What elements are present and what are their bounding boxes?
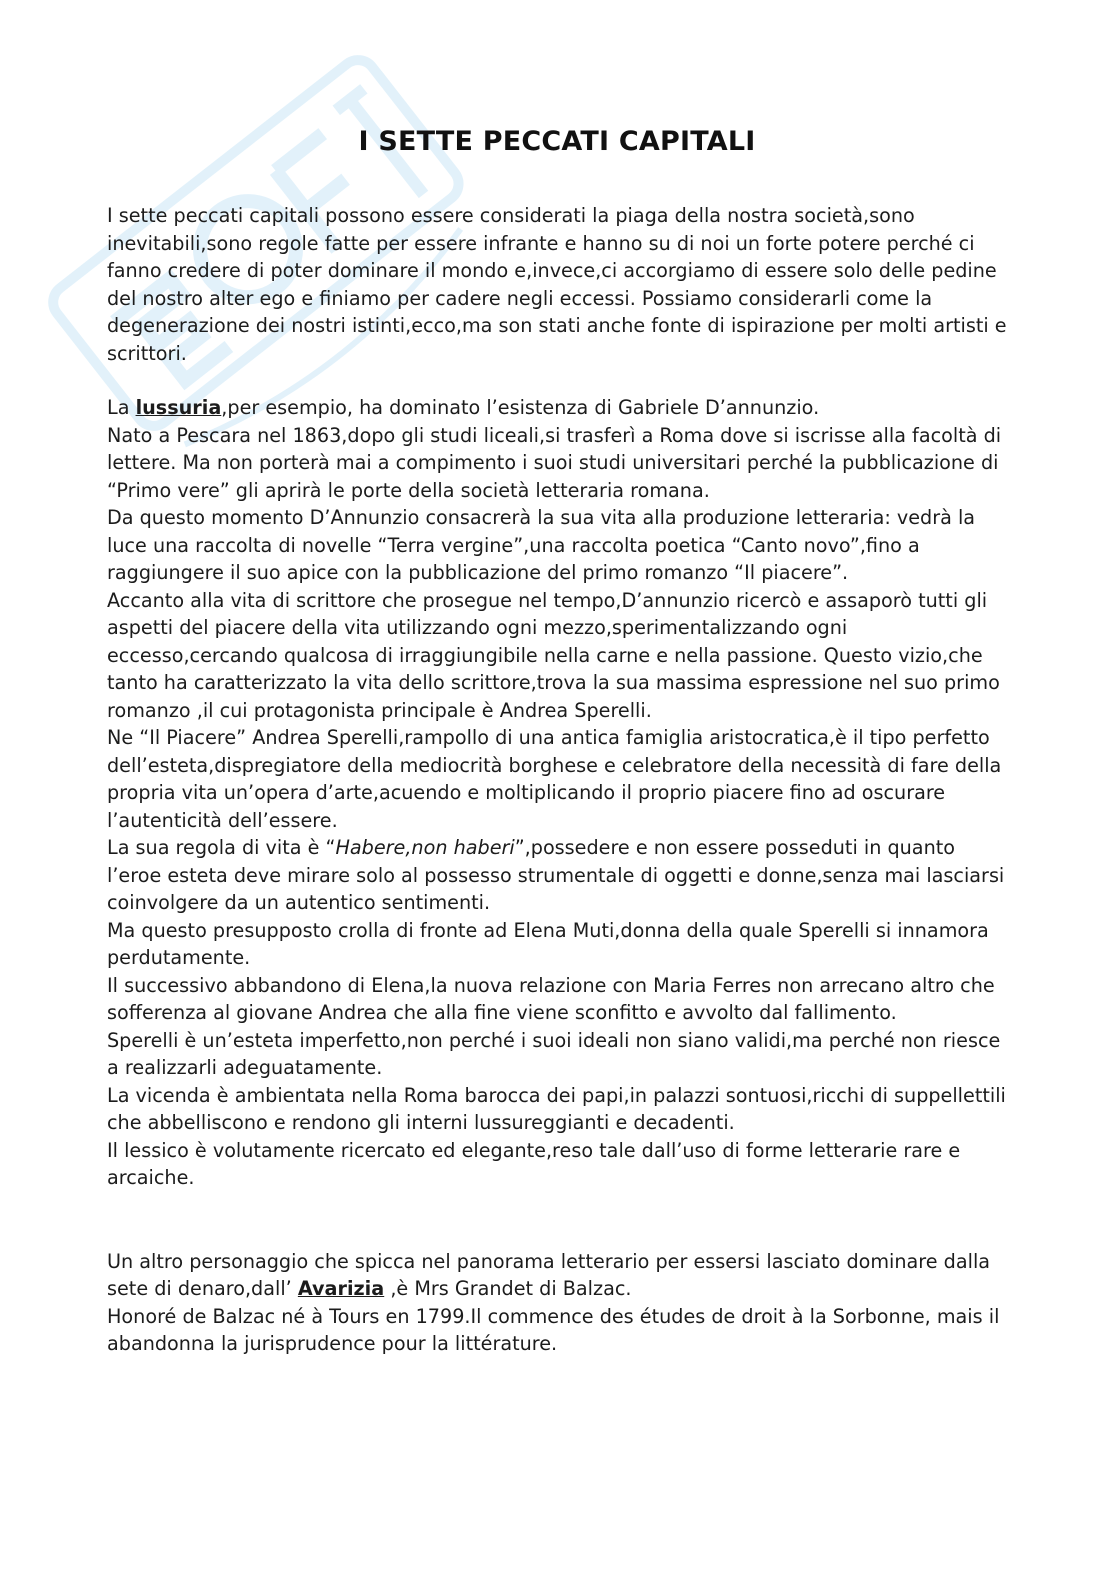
avarizia-keyword: Avarizia (297, 1277, 385, 1301)
lussuria-lead-suffix: ,per esempio, ha dominato l’esistenza di Gabriele D’annunzio. (221, 396, 820, 420)
avarizia-section (107, 1248, 1007, 1358)
lussuria-line: Sperelli è un’esteta imperfetto,non perché i suoi ideali non siano validi,ma perché non riesce a realizzarli adeguatamente. (107, 1028, 1001, 1080)
intro-paragraph: I sette peccati capitali possono essere considerati la piaga della nostra società,sono inevitabili,sono regole fatte per essere infrante e hanno su di noi un forte potere perché ci fanno credere di poter dominare il mondo e,invece,ci accorgiamo di essere solo delle pedine del nostro alter ego e finiamo per cadere negli eccessi. Possiamo considerarli come la degenerazione dei nostri istinti,ecco,ma son stati anche fonte di ispirazione per molti artisti e scrittori. (107, 204, 1007, 365)
balzac-line: Honoré de Balzac né à Tours en 1799.Il commence des études de droit à la Sorbonne, mais il abandonna la jurisprudence pour la littérature. (107, 1304, 1000, 1356)
avarizia-lead-suffix: ,è Mrs Grandet di Balzac. (384, 1277, 632, 1301)
lussuria-line: Ma questo presupposto crolla di fronte ad Elena Muti,donna della quale Sperelli si innamora perdutamente. (107, 918, 989, 970)
lussuria-line: Il successivo abbandono di Elena,la nuova relazione con Maria Ferres non arrecano altro che sofferenza al giovane Andrea che alla fine viene sconfitto e avvolto dal fallimento. (107, 973, 995, 1025)
lussuria-lead-line (107, 394, 1007, 422)
avarizia-lead-line (107, 1248, 1007, 1303)
lussuria-line: Nato a Pescara nel 1863,dopo gli studi liceali,si trasferì a Roma dove si iscrisse alla facoltà di lettere. Ma non porterà mai a compimento i suoi studi universitari perché la pubblicazione di “Primo vere” gli aprirà le porte della società letteraria romana. (107, 423, 1002, 502)
lussuria-section (107, 394, 1007, 1192)
lussuria-keyword: lussuria (135, 396, 222, 420)
motto-line (107, 834, 1007, 917)
motto-prefix: La sua regola di vita è “ (107, 836, 336, 860)
lussuria-line: Accanto alla vita di scrittore che prosegue nel tempo,D’annunzio ricercò e assaporò tutti gli aspetti del piacere della vita utilizzando ogni mezzo,sperimentalizzando ogni eccesso,cercando qualcosa di irraggiungibile nella carne e nella passione. Questo vizio,che tanto ha caratterizzato la vita dello scrittore,trova la sua massima espressione nel suo primo romanzo ,il cui protagonista principale è Andrea Sperelli. (107, 588, 1000, 722)
motto-text: Habere,non haberi (335, 836, 515, 860)
lussuria-line: Ne “Il Piacere” Andrea Sperelli,rampollo di una antica famiglia aristocratica,è il tipo perfetto dell’esteta,dispregiatore della mediocrità borghese e celebratore della necessità di fare della propria vita un’opera d’arte,acuendo e moltiplicando il proprio piacere fino ad oscurare l’autenticità dell’essere. (107, 726, 1002, 832)
lussuria-lead-prefix: La (107, 396, 136, 420)
lussuria-line: La vicenda è ambientata nella Roma barocca dei papi,in palazzi sontuosi,ricchi di suppellettili che abbelliscono e rendono gli interni lussureggianti e decadenti. (107, 1083, 1006, 1135)
motto-suffix: ”,possedere e non essere posseduti in quanto l’eroe esteta deve mirare solo al possesso strumentale di oggetti e donne,senza mai lasciarsi coinvolgere da un autentico sentimenti. (107, 836, 1005, 915)
lussuria-line: Da questo momento D’Annunzio consacrerà la sua vita alla produzione letteraria: vedrà la luce una raccolta di novelle “Terra vergine”,una raccolta poetica “Canto novo”,fino a raggiungere il suo apice con la pubblicazione del primo romanzo “Il piacere”. (107, 506, 976, 585)
page-title: I SETTE PECCATI CAPITALI (358, 126, 756, 157)
lussuria-line: Il lessico è volutamente ricercato ed elegante,reso tale dall’uso di forme letterarie rare e arcaiche. (107, 1138, 961, 1190)
document-page (107, 126, 1007, 1358)
avarizia-lead-prefix: Un altro personaggio che spicca nel panorama letterario per essersi lasciato dominare dalla sete di denaro,dall’ (107, 1249, 991, 1301)
